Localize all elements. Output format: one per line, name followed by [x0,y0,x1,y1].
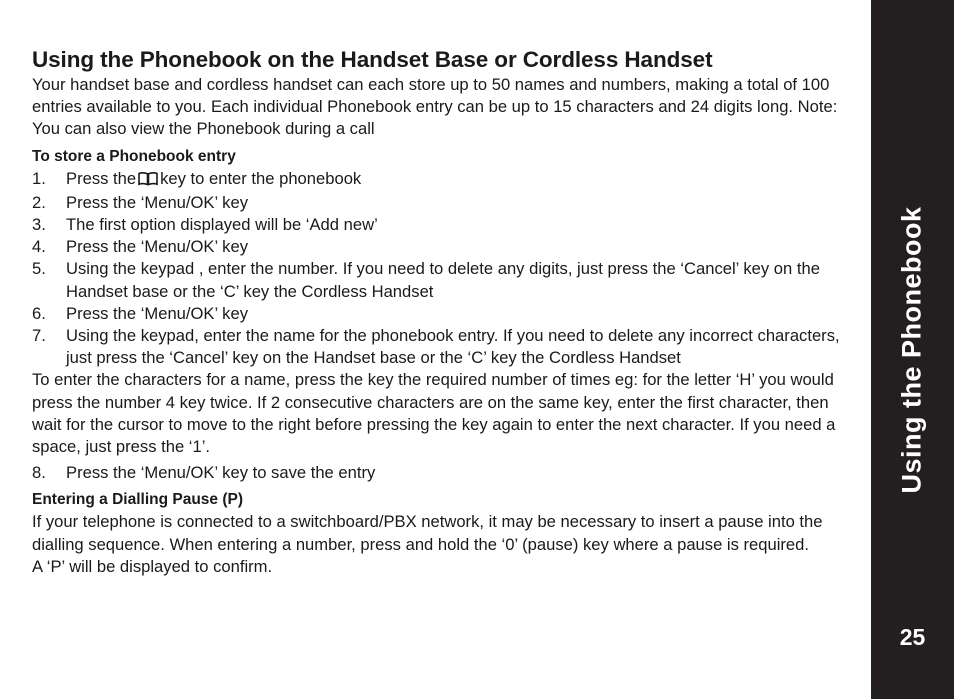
step-text: Using the keypad, enter the name for the phonebook entry. If you need to delete any incorrect characters, just press the ‘Cancel’ key on the Handset base or the ‘C’ key the Cordless Handset [66,326,840,368]
step-number: 8. [32,463,46,483]
step-number: 2. [32,192,46,212]
step-7 [32,325,860,369]
intro-paragraph: Your handset base and cordless handset can each store up to 50 names and numbers, making a total of 100 entries available to you. Each individual Phonebook entry can be up to 15 characters and 24 digits long. Note: You can also view the Phonebook during a call [32,75,838,139]
step-number: 7. [32,326,46,346]
store-steps-list-continued [32,462,860,484]
step-4 [32,236,860,258]
step-number: 6. [32,303,46,323]
step-text: Press the ‘Menu/OK’ key [66,237,248,257]
step-number: 1. [32,168,46,188]
step-2 [32,192,860,214]
step-text: Press the ‘Menu/OK’ key to save the entry [66,463,376,483]
characters-note: To enter the characters for a name, press the key the required number of times eg: for the letter ‘H’ you would press the number 4 key twice. If 2 consecutive characters are on the same key, enter the first character, then wait for the cursor to move to the right before pressing the key again to enter the next character. If you need a space, just press the ‘1’. [32,370,836,457]
step-1-text-after: key to enter the phonebook [160,168,362,188]
dialling-pause-text: If your telephone is connected to a switchboard/PBX network, it may be necessary to insert a pause into the dialling sequence. When entering a number, press and hold the ‘0’ (pause) key where a pause is required. [32,512,823,554]
step-number: 3. [32,215,46,235]
page-number: 25 [899,624,926,650]
section-sidebar [871,0,954,699]
step-1-text-before: Press the [66,168,137,188]
store-entry-heading: To store a Phonebook entry [32,147,236,165]
step-text: Press the ‘Menu/OK’ key [66,303,248,323]
step-3 [32,214,860,236]
step-text: Press the ‘Menu/OK’ key [66,192,248,212]
step-1 [32,168,860,192]
page-content [32,46,860,578]
dialling-pause-confirm: A ‘P’ will be displayed to confirm. [32,556,273,576]
step-text: Using the keypad , enter the number. If you need to delete any digits, just press the ‘Cancel’ key on the Handset base or the ‘C’ key the Cordless Handset [66,259,820,301]
step-6 [32,303,860,325]
dialling-pause-heading: Entering a Dialling Pause (P) [32,491,244,509]
page-title: Using the Phonebook on the Handset Base or Cordless Handset [32,47,713,72]
step-number: 5. [32,259,46,279]
phonebook-icon [137,170,159,192]
sidebar-title: Using the Phonebook [896,206,927,494]
store-steps-list [32,168,860,370]
step-number: 4. [32,237,46,257]
step-8 [32,462,860,484]
step-5 [32,258,860,302]
step-text: The first option displayed will be ‘Add new’ [66,215,378,235]
